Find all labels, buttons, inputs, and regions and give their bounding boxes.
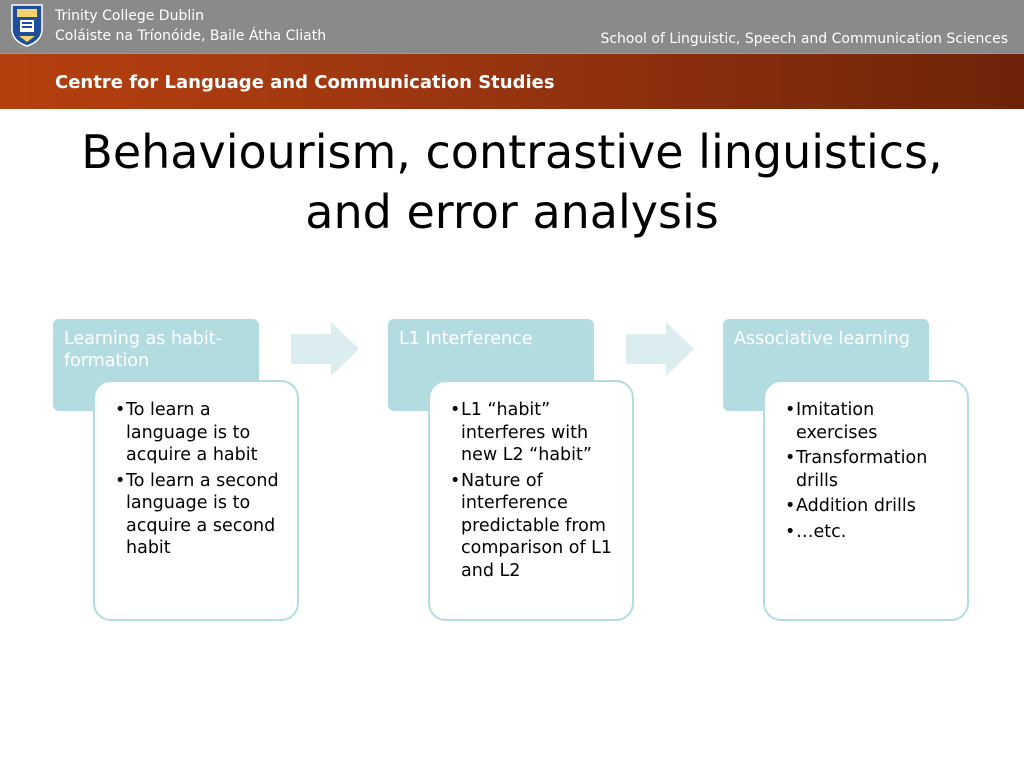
process-arrow-icon — [626, 322, 694, 376]
stage-3-bullet: • Imitation exercises — [785, 399, 957, 444]
institution-name-english: Trinity College Dublin — [55, 8, 205, 24]
institution-name-irish: Coláiste na Tríonóide, Baile Átha Cliath — [55, 28, 327, 44]
slide-title — [0, 122, 1024, 242]
institution-name — [55, 6, 326, 46]
stage-1-details — [93, 380, 299, 621]
stage-1-bullet-list — [95, 382, 297, 560]
centre-name: Centre for Language and Communication Studies — [55, 72, 555, 93]
stage-3-bullet: • …etc. — [785, 521, 957, 544]
stage-3-bullet: • Transformation drills — [785, 447, 957, 492]
top-header-bar — [0, 0, 1024, 53]
stage-3-bullet-list — [765, 382, 967, 543]
stage-1-heading: Learning as habit-formation — [64, 329, 222, 371]
stage-2-bullet: • L1 “habit” interferes with new L2 “habit” — [450, 399, 622, 467]
stage-3-heading: Associative learning — [734, 329, 910, 349]
stage-1-bullet: • To learn a language is to acquire a habit — [115, 399, 287, 467]
stage-3-bullet: • Addition drills — [785, 495, 957, 518]
stage-3-details — [763, 380, 969, 621]
stage-2-heading: L1 Interference — [399, 329, 533, 349]
college-crest-icon — [11, 3, 43, 47]
stage-2-details — [428, 380, 634, 621]
stage-2-bullet-list — [430, 382, 632, 582]
slide-title-line-2: and error analysis — [305, 185, 719, 239]
slide-title-line-1: Behaviourism, contrastive linguistics, — [81, 125, 943, 179]
school-name: School of Linguistic, Speech and Communication Sciences — [600, 31, 1008, 47]
process-arrow-icon — [291, 322, 359, 376]
stage-1-bullet: • To learn a second language is to acquire a second habit — [115, 470, 287, 560]
centre-banner — [0, 53, 1024, 109]
stage-2-bullet: • Nature of interference predictable from comparison of L1 and L2 — [450, 470, 622, 583]
